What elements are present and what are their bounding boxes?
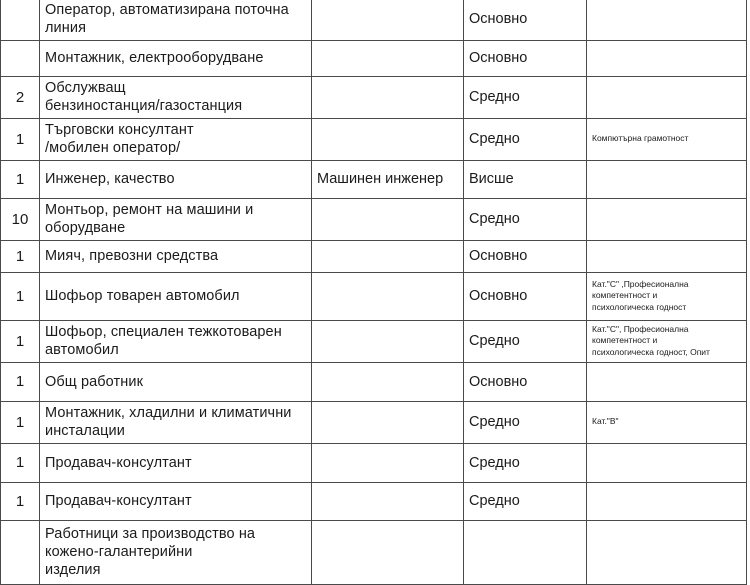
table-row xyxy=(1,77,747,119)
cell-quantity: 1 xyxy=(1,321,40,363)
cell-requirements xyxy=(587,521,747,585)
requirements-empty xyxy=(592,462,741,463)
cell-position xyxy=(40,241,312,273)
cell-requirements xyxy=(587,444,747,483)
table-row xyxy=(1,119,747,161)
position-line: Търговски консултант xyxy=(45,122,194,138)
cell-quantity: 1 xyxy=(1,161,40,199)
cell-requirements xyxy=(587,363,747,402)
requirement-line: психологическа годност, Опит xyxy=(592,346,710,357)
table-row xyxy=(1,161,747,199)
cell-position xyxy=(40,161,312,199)
cell-position xyxy=(40,483,312,521)
cell-quantity: 1 xyxy=(1,402,40,444)
cell-quantity: 1 xyxy=(1,241,40,273)
requirements-empty xyxy=(592,219,741,220)
position-line: изделия xyxy=(45,562,101,578)
requirement-line: компетентност и xyxy=(592,335,658,346)
cell-quantity: 2 xyxy=(1,77,40,119)
position-line: Шофьор, специален тежкотоварен xyxy=(45,324,282,340)
cell-specialty xyxy=(312,119,464,161)
cell-quantity: 1 xyxy=(1,273,40,321)
cell-quantity xyxy=(1,41,40,77)
table-row xyxy=(1,363,747,402)
cell-requirements xyxy=(587,77,747,119)
position-line: Мияч, превозни средства xyxy=(45,248,219,264)
table-row xyxy=(1,41,747,77)
cell-specialty xyxy=(312,363,464,402)
requirements-empty xyxy=(592,179,741,180)
requirement-line: Кат."C" ,Професионална xyxy=(592,278,689,289)
position-line: Монтажник, електрооборудване xyxy=(45,50,264,66)
position-line: Продавач-консултант xyxy=(45,454,192,471)
requirements-empty xyxy=(592,552,741,553)
table-row xyxy=(1,0,747,41)
cell-education: Средно xyxy=(464,77,587,119)
position-line: Монтьор, ремонт на машини и xyxy=(45,202,254,218)
cell-position xyxy=(40,77,312,119)
table-row xyxy=(1,444,747,483)
table-row xyxy=(1,521,747,585)
cell-position xyxy=(40,402,312,444)
cell-specialty: Машинен инженер xyxy=(312,161,464,199)
position-line: инсталации xyxy=(45,423,125,439)
cell-specialty xyxy=(312,41,464,77)
cell-quantity xyxy=(1,0,40,41)
table-row xyxy=(1,483,747,521)
cell-education: Основно xyxy=(464,241,587,273)
cell-specialty xyxy=(312,0,464,41)
cell-education: Средно xyxy=(464,119,587,161)
position-line: Работници за производство на xyxy=(45,526,256,542)
position-line: Обслужващ xyxy=(45,80,126,96)
cell-requirements xyxy=(587,321,747,363)
position-line: кожено-галантерийни xyxy=(45,544,193,560)
cell-education: Средно xyxy=(464,321,587,363)
requirements-empty xyxy=(592,58,741,59)
cell-requirements xyxy=(587,483,747,521)
requirement-line: Компютърна грамотност xyxy=(592,133,689,144)
table-body xyxy=(1,0,747,585)
cell-position xyxy=(40,444,312,483)
requirements-empty xyxy=(592,97,741,98)
cell-quantity: 1 xyxy=(1,119,40,161)
position-line: Оператор, автоматизирана поточна xyxy=(45,2,289,18)
cell-specialty xyxy=(312,321,464,363)
cell-quantity: 1 xyxy=(1,483,40,521)
table-row xyxy=(1,321,747,363)
cell-specialty xyxy=(312,273,464,321)
cell-education: Основно xyxy=(464,0,587,41)
cell-requirements xyxy=(587,402,747,444)
cell-specialty xyxy=(312,241,464,273)
position-line: Продавач-консултант xyxy=(45,493,192,509)
cell-education: Средно xyxy=(464,444,587,483)
cell-requirements xyxy=(587,0,747,41)
position-line: линия xyxy=(45,20,87,36)
cell-education: Висше xyxy=(464,161,587,199)
cell-education: Средно xyxy=(464,483,587,521)
requirement-line: компетентност и xyxy=(592,290,658,301)
cell-specialty xyxy=(312,402,464,444)
cell-position xyxy=(40,363,312,402)
cell-quantity: 10 xyxy=(1,199,40,241)
requirement-line: Кат."B" xyxy=(592,416,619,427)
requirements-empty xyxy=(592,256,741,257)
position-line: /мобилен оператор/ xyxy=(45,140,181,156)
cell-quantity xyxy=(1,521,40,585)
cell-education: Основно xyxy=(464,363,587,402)
cell-specialty xyxy=(312,521,464,585)
position-line: автомобил xyxy=(45,342,119,358)
cell-requirements xyxy=(587,273,747,321)
requirements-empty xyxy=(592,381,741,382)
position-line: Шофьор товарен автомобил xyxy=(45,288,240,304)
cell-education: Основно xyxy=(464,273,587,321)
requirements-empty xyxy=(592,19,741,20)
position-line: бензиностанция/газостанция xyxy=(45,98,243,114)
cell-position xyxy=(40,41,312,77)
cell-requirements xyxy=(587,119,747,161)
cell-education: Средно xyxy=(464,199,587,241)
cell-requirements xyxy=(587,41,747,77)
position-line: Монтажник, хладилни и климатични xyxy=(45,405,292,421)
cell-position xyxy=(40,321,312,363)
cell-education: Средно xyxy=(464,402,587,444)
cell-position xyxy=(40,199,312,241)
position-line: оборудване xyxy=(45,220,126,236)
cell-specialty xyxy=(312,199,464,241)
table-row xyxy=(1,199,747,241)
cell-specialty xyxy=(312,444,464,483)
cell-requirements xyxy=(587,241,747,273)
cell-quantity: 1 xyxy=(1,444,40,483)
cell-position xyxy=(40,273,312,321)
cell-specialty xyxy=(312,77,464,119)
requirements-empty xyxy=(592,501,741,502)
cell-education: Основно xyxy=(464,41,587,77)
cell-requirements xyxy=(587,199,747,241)
requirement-line: Кат."C", Професионална xyxy=(592,323,689,334)
cell-position xyxy=(40,521,312,585)
position-line: Инженер, качество xyxy=(45,171,175,187)
table-row xyxy=(1,241,747,273)
cell-specialty xyxy=(312,483,464,521)
cell-position xyxy=(40,119,312,161)
cell-education xyxy=(464,521,587,585)
table-row xyxy=(1,273,747,321)
cell-position xyxy=(40,0,312,41)
cell-quantity: 1 xyxy=(1,363,40,402)
cell-requirements xyxy=(587,161,747,199)
position-line: Общ работник xyxy=(45,373,144,390)
table-row xyxy=(1,402,747,444)
requirement-line: психологическа годност xyxy=(592,301,687,312)
